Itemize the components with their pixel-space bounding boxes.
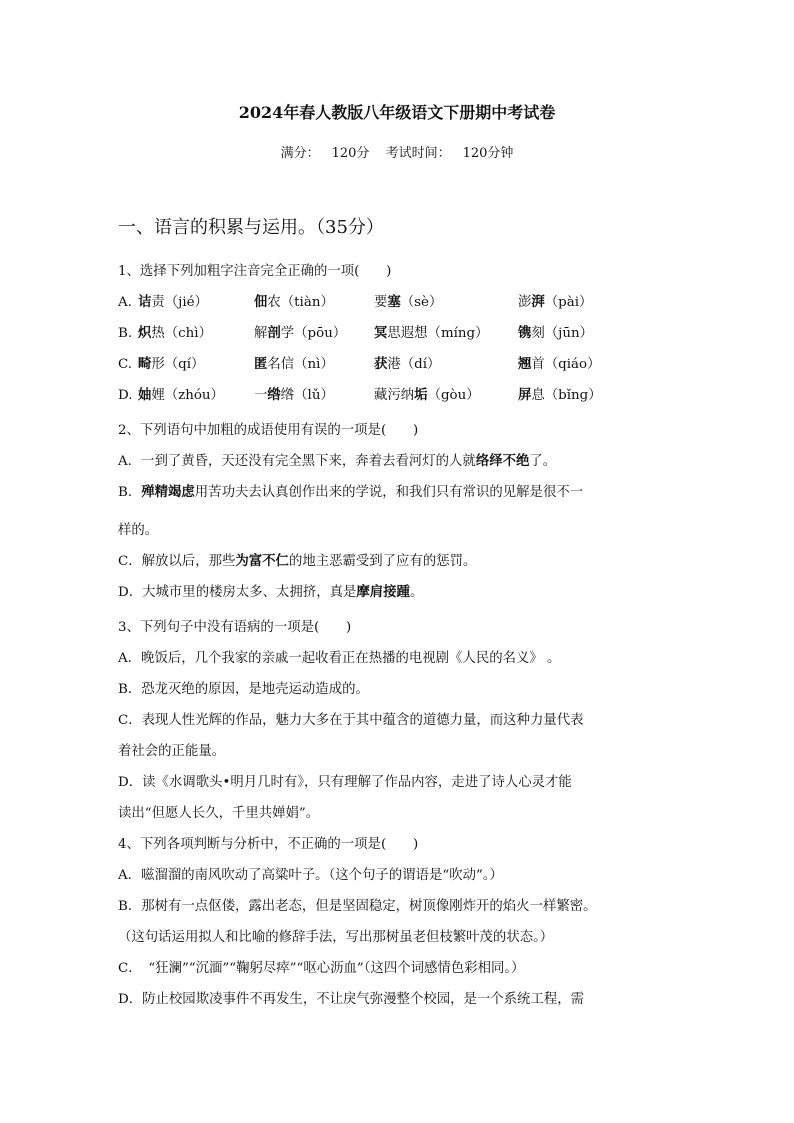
bold-char: 畸 — [138, 356, 152, 372]
section-heading: 一、语言的积累与运用。（35分） — [118, 217, 384, 238]
exam-time-value: 120分钟 — [462, 146, 514, 161]
pinyin-text: 思遐想（míng） — [387, 326, 489, 341]
pinyin-text: 名信（nì） — [267, 357, 334, 372]
exam-meta — [0, 144, 794, 164]
q2-option-b — [118, 477, 678, 508]
plain-char: 澎 — [518, 295, 532, 310]
text-run: 。 — [409, 585, 424, 600]
q4-option-c: C． “狂澜”“沉湎”“鞠躬尽瘁”“呕心沥血”（这四个词感情色彩相同。） — [118, 961, 525, 976]
pinyin-text: 形（qí） — [151, 357, 205, 372]
plain-char: 藏污纳 — [374, 388, 415, 403]
question-2-stem: 2、下列语句中加粗的成语使用有误的一项是( ) — [118, 423, 419, 438]
option-item — [138, 349, 254, 380]
q1-option-d — [118, 380, 678, 411]
q3-option-d-line1: D．读《水调歌头•明月几时有》，只有理解了作品内容，走进了诗人心灵才能 — [118, 775, 572, 790]
option-item — [138, 287, 254, 318]
q1-option-b — [118, 318, 678, 349]
bold-char: 佃 — [254, 294, 268, 310]
question-3-stem: 3、下列句子中没有语病的一项是( ) — [118, 620, 352, 635]
questions — [118, 256, 678, 1015]
q2-option-d — [118, 577, 678, 608]
option-letter: B. — [118, 326, 133, 341]
q4-option-d: D．防止校园欺凌事件不再发生，不让戾气弥漫整个校园，是一个系统工程，需 — [118, 992, 585, 1007]
q2-option-c — [118, 546, 678, 577]
option-item — [518, 318, 658, 349]
question-1-stem: 1、选择下列加粗字注音完全正确的一项( ) — [118, 264, 392, 279]
q3-option-b: B．恐龙灭绝的原因，是地壳运动造成的。 — [118, 682, 369, 697]
plain-char: 解 — [254, 326, 268, 341]
pinyin-text: 港（dí） — [387, 357, 441, 372]
text-run: 了。 — [529, 454, 557, 469]
bold-char: 匿 — [254, 356, 268, 372]
pinyin-text: 责（jié） — [151, 295, 208, 310]
q3-option-a: A．晚饭后，几个我家的亲戚一起收看正在热播的电视剧《人民的名义》 。 — [118, 651, 561, 666]
option-item — [254, 318, 374, 349]
bold-char: 妯 — [138, 387, 152, 403]
bold-idiom: 摩肩接踵 — [356, 584, 410, 600]
bold-char: 湃 — [531, 294, 545, 310]
option-letter: A. — [118, 295, 132, 310]
full-score-label: 满分： — [280, 146, 320, 161]
question-4-stem: 4、下列各项判断与分析中，不正确的一项是( ) — [118, 837, 419, 852]
option-item — [254, 380, 374, 411]
pinyin-text: 绺（lǔ） — [280, 388, 334, 403]
q1-option-c — [118, 349, 678, 380]
q4-option-a: A．嗞溜溜的南风吹动了高粱叶子。（这个句子的谓语是“吹动”。） — [118, 868, 503, 883]
option-item — [138, 380, 254, 411]
option-item — [138, 318, 254, 349]
q3-option-c-line2: 着社会的正能量。 — [118, 744, 226, 759]
bold-idiom: 络绎不绝 — [475, 453, 530, 469]
q4-option-b-line2: （这句话运用拟人和比喻的修辞手法，写出那树虽老但枝繁叶茂的状态。） — [118, 930, 554, 945]
bold-char: 翘 — [518, 356, 532, 372]
bold-idiom: 为富不仁 — [235, 553, 289, 569]
option-letter: D. — [118, 388, 133, 403]
bold-char: 塞 — [387, 294, 401, 310]
bold-char: 诘 — [138, 294, 152, 310]
pinyin-text: （pài） — [544, 295, 593, 310]
text-run: B． — [118, 485, 142, 500]
full-score-value: 120分 — [331, 146, 370, 161]
pinyin-text: 息（bǐng） — [531, 388, 602, 403]
option-letter: C. — [118, 357, 133, 372]
q2-option-b-cont: 样的。 — [118, 523, 159, 538]
pinyin-text: 热（chì） — [151, 326, 212, 341]
bold-char: 绺 — [267, 387, 281, 403]
plain-char: 要 — [374, 295, 388, 310]
option-item — [518, 287, 658, 318]
exam-time-label: 考试时间： — [385, 146, 451, 161]
bold-char: 冥 — [374, 325, 388, 341]
q1-option-a — [118, 287, 678, 318]
q3-option-c-line1: C．表现人性光辉的作品，魅力大多在于其中蕴含的道德力量，而这种力量代表 — [118, 713, 584, 728]
bold-char: 获 — [374, 356, 388, 372]
pinyin-text: （sè） — [400, 295, 443, 310]
pinyin-text: （gòu） — [427, 388, 480, 403]
option-item — [254, 349, 374, 380]
bold-char: 镌 — [518, 325, 532, 341]
option-item — [254, 287, 374, 318]
option-item — [374, 349, 518, 380]
pinyin-text: 娌（zhóu） — [151, 388, 224, 403]
option-item — [518, 380, 658, 411]
q3-option-d-line2: 读出“但愿人长久，千里共婵娟”。 — [118, 806, 320, 821]
text-run: 用苦功夫去认真创作出来的学说，和我们只有常识的见解是很不一 — [194, 485, 584, 500]
bold-char: 剖 — [267, 325, 281, 341]
q4-option-b-line1: B．那树有一点伛偻，露出老态，但是坚固稳定，树顶像刚炸开的焰火一样繁密。 — [118, 899, 597, 914]
pinyin-text: 农（tiàn） — [267, 295, 334, 310]
exam-title: 2024年春人教版八年级语文下册期中考试卷 — [238, 103, 556, 122]
text-run: C．解放以后，那些 — [118, 554, 236, 569]
pinyin-text: 学（pōu） — [280, 326, 347, 341]
pinyin-text: 刻（jūn） — [531, 326, 593, 341]
q2-option-a — [118, 446, 678, 477]
text-run: D．大城市里的楼房太多、太拥挤，真是 — [118, 585, 357, 600]
pinyin-text: 首（qiáo） — [531, 357, 601, 372]
option-item — [518, 349, 658, 380]
option-item — [374, 287, 518, 318]
bold-char: 炽 — [138, 325, 152, 341]
bold-char: 垢 — [414, 387, 428, 403]
text-run: 的地主恶霸受到了应有的惩罚。 — [288, 554, 477, 569]
text-run: A．一到了黄昏，天还没有完全黑下来，奔着去看河灯的人就 — [118, 454, 476, 469]
option-item — [374, 318, 518, 349]
bold-idiom: 殚精竭虑 — [141, 484, 195, 500]
plain-char: 一 — [254, 388, 268, 403]
option-item — [374, 380, 518, 411]
bold-char: 屏 — [518, 387, 532, 403]
